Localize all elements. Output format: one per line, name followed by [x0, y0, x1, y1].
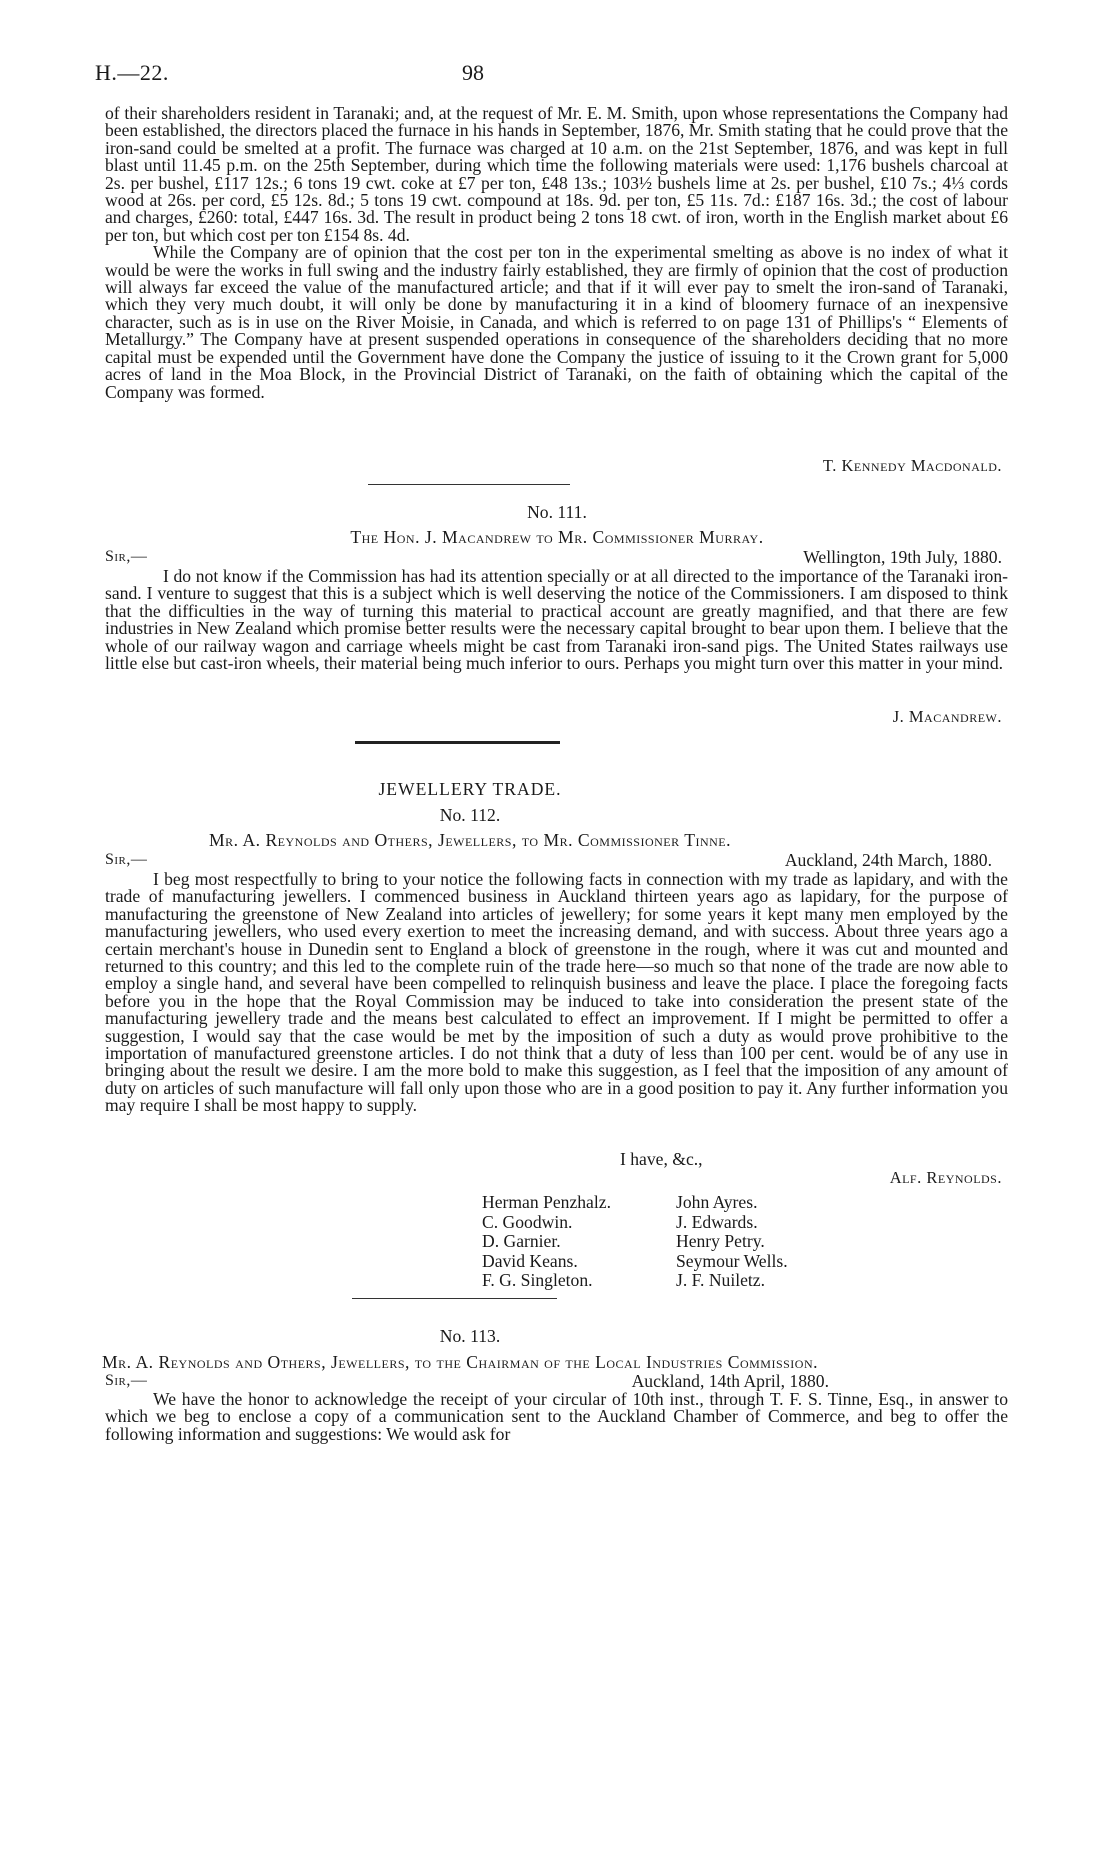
heading-text: Mr. A. Reynolds and Others, Jewellers, to the Chairman of the Local Industries Commission.: [102, 1352, 819, 1372]
divider: [368, 484, 570, 485]
signature-reynolds: Alf. Reynolds.: [889, 1168, 1002, 1187]
letter-number: No. 113.: [439, 1326, 501, 1346]
signatory-name: J. Edwards.: [676, 1211, 758, 1232]
signatory-name: C. Goodwin.: [482, 1211, 573, 1232]
signature-macdonald: T. Kennedy Macdonald.: [822, 456, 1002, 475]
letter-body: [105, 871, 1008, 1115]
document-reference: H.—22.: [95, 60, 169, 85]
place-date: Auckland, 14th April, 1880.: [631, 1371, 829, 1391]
letter-heading: [0, 830, 940, 851]
salutation: Sir,—: [105, 1372, 148, 1389]
letter-heading: [102, 1352, 818, 1373]
place-date: Wellington, 19th July, 1880.: [803, 547, 1002, 567]
paragraph: We have the honor to acknowledge the receipt of your circular of 10th inst., through T. F. S. Tinne, Esq., in answer to which we beg to enclose a copy of a communication sent to the Auckland Chamber of Commerce, and beg to offer the following information and suggestions: We would ask for: [105, 1389, 1008, 1444]
page-number: 98: [462, 60, 484, 85]
signatory-name: Herman Penzhalz.: [482, 1192, 611, 1212]
salutation: Sir,—: [105, 851, 148, 868]
paragraph: I beg most respectfully to bring to your notice the following facts in connection with my trade as lapidary, and with the trade of manufacturing jewellers. I commenced business in Auckland thirteen years ago as lapidary, for the purpose of manufacturing the greenstone of New Zealand into articles of jewellery; for some years it kept many men employed by the manufacturing jewellers, who used every exertion to meet the increasing demand, and with success. About three years ago a certain merchant's house in Dunedin sent to England a block of greenstone in the rough, where it was cut and mounted and returned to this country; and this led to the complete ruin of the trade here—so much so that none of the trade are now able to employ a single hand, and several have been compelled to relinquish business and leave the place. I place the foregoing facts before you in the hope that the Royal Commission may be induced to take into consideration the present state of the manufacturing jewellery trade and the means best calculated to effect an improvement. If I might be permitted to offer a suggestion, I would say that the case would be met by the imposition of such a duty as would prove prohibitive to the importation of manufactured greenstone articles. I do not think that a duty of less than 100 per cent. would be of any use in bringing about the result we desire. I am the more bold to make this suggestion, as I feel that the imposition of any amount of duty on articles of such manufacture will fall only upon those who are in a good position to pay it. Any further information you may require I shall be most happy to supply.: [105, 869, 1008, 1116]
paragraph: of their shareholders resident in Taranaki; and, at the request of Mr. E. M. Smith, upon whose representations the Company had been established, the directors placed the furnace in his hands in September, 1876, Mr. Smith stating that he could prove that the iron-sand could be smelted at a profit. The furnace was charged at 10 a.m. on the 21st September, 1876, and was kept in full blast until 11.45 p.m. on the 25th September, during which time the following materials were used: 1,176 bushels charcoal at 2s. per bushel, £117 12s.; 6 tons 19 cwt. coke at £7 per ton, £48 13s.; 103½ bushels lime at 2s. per bushel, £10 7s.; 4⅓ cords wood at 26s. per cord, £5 12s. 8d.; 5 tons 19 cwt. compound at 18s. 9d. per ton, £5 11s. 7d.: £187 16s. 3d.; the cost of labour and charges, £260: total, £447 16s. 3d. The result in product being 2 tons 18 cwt. of iron, worth in the English market about £6 per ton, but which cost per ton £154 8s. 4d.: [105, 103, 1008, 245]
paragraph: I do not know if the Commission has had its attention specially or at all directed to the importance of the Taranaki iron-sand. I venture to suggest that this is a subject which is well deserving the notice of the Commissioners. I am disposed to think that the difficulties in the way of turning this material to practical account are greatly magnified, and that there are few industries in New Zealand which promise better results were the necessary capital brought to bear upon them. I believe that the whole of our railway wagon and carriage wheels might be cast from Taranaki iron-sand pigs. The United States railways use little else but cast-iron wheels, their material being much inferior to ours. Perhaps you might turn over this matter in your mind.: [105, 566, 1008, 674]
closing: I have, &c.,: [620, 1149, 703, 1169]
place-date: Auckland, 24th March, 1880.: [784, 850, 992, 870]
heading-text: The Hon. J. Macandrew to Mr. Commissioner Murray.: [350, 527, 764, 547]
signatory-name: Henry Petry.: [676, 1231, 765, 1252]
divider: [352, 1298, 557, 1299]
signatories-left: [482, 1193, 611, 1291]
section-divider: [355, 741, 560, 744]
section-title: JEWELLERY TRADE.: [378, 779, 562, 799]
letter-heading: [0, 527, 1114, 548]
signatory-name: John Ayres.: [676, 1192, 758, 1212]
signatory-name: Seymour Wells.: [676, 1250, 788, 1271]
letter-number: No. 111.: [527, 502, 587, 522]
heading-text: Mr. A. Reynolds and Others, Jewellers, to Mr. Commissioner Tinne.: [208, 830, 732, 850]
signature-macandrew: J. Macandrew.: [892, 707, 1002, 726]
signatories-right: [676, 1193, 788, 1291]
salutation: Sir,—: [105, 548, 148, 565]
signatory-name: D. Garnier.: [482, 1231, 561, 1252]
signatory-name: F. G. Singleton.: [482, 1270, 593, 1291]
signatory-name: David Keans.: [482, 1250, 578, 1271]
signatory-name: J. F. Nuiletz.: [676, 1270, 765, 1291]
continuation-text: [105, 105, 1008, 401]
letter-body: [105, 1391, 1008, 1443]
letter-number: No. 112.: [439, 805, 501, 825]
letter-body: [105, 568, 1008, 672]
paragraph: While the Company are of opinion that the cost per ton in the experimental smelting as above is no index of what it would be were the works in full swing and the industry fairly established, they are firmly of opinion that the cost of production will always far exceed the value of the manufactured article; and that if it will ever pay to smelt the iron-sand of Taranaki, which they very much doubt, it will only be done by manufacturing it in a kind of bloomery furnace of an inexpensive character, such as is in use on the River Moisie, in Canada, and which is referred to on page 131 of Phillips's “ Elements of Metallurgy.” The Company have at present suspended operations in consequence of the shareholders deciding that no more capital must be expended until the Government have done the Company the justice of issuing to it the Crown grant for 5,000 acres of land in the Moa Block, in the Provincial District of Taranaki, on the faith of obtaining which the capital of the Company was formed.: [105, 242, 1008, 402]
